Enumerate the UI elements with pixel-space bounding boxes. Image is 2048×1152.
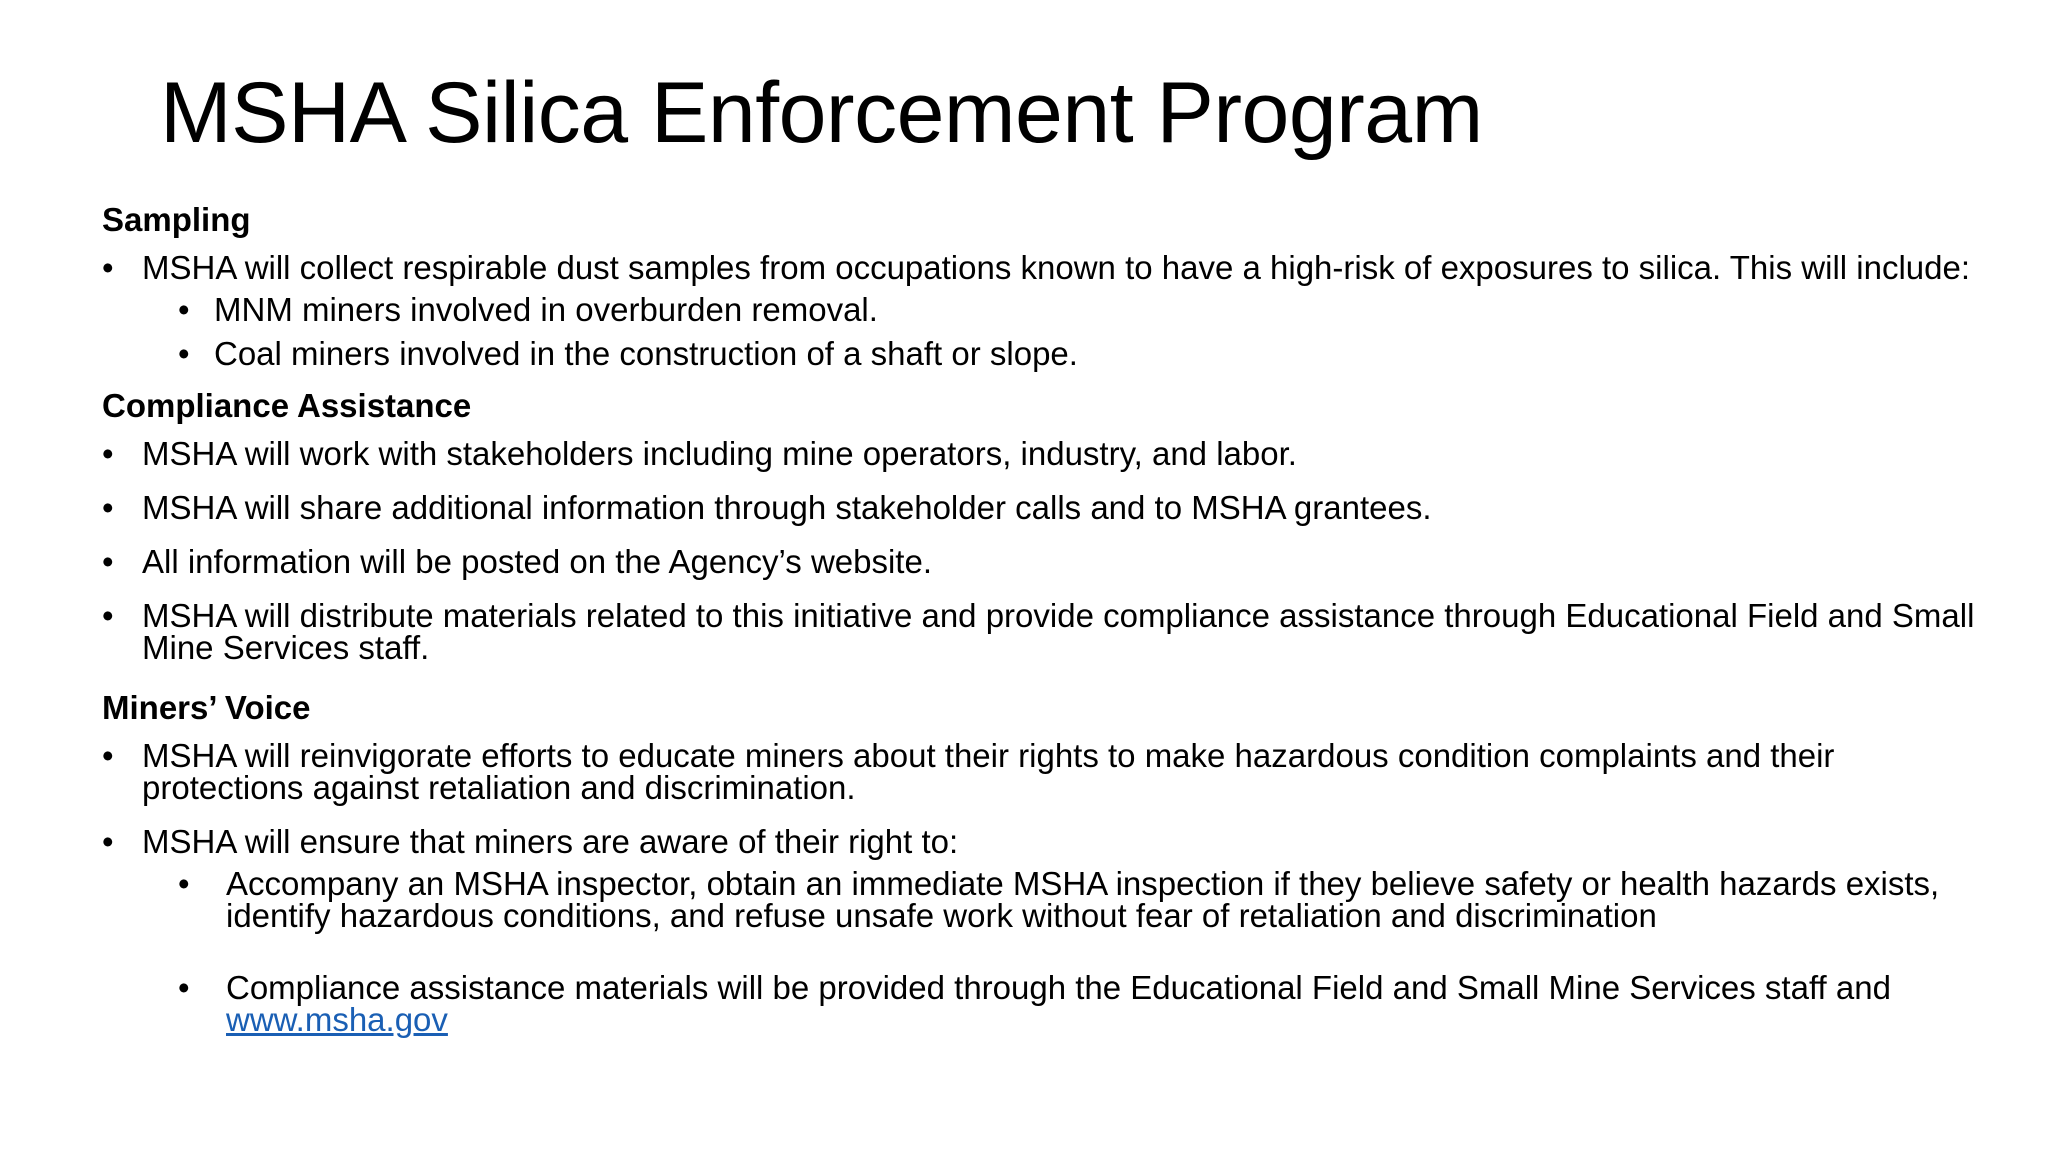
section-heading-miners-voice: Miners’ Voice <box>102 689 311 726</box>
bullet-compliance-stakeholders: • MSHA will work with stakeholders including mine operators, industry, and labor. <box>102 438 2002 470</box>
section-heading-compliance: Compliance Assistance <box>102 387 472 424</box>
bullet-compliance-share-info: • MSHA will share additional information through stakeholder calls and to MSHA grantees. <box>102 492 2002 524</box>
bullet-sampling-collect: • MSHA will collect respirable dust samples from occupations known to have a high-risk of exposures to silica. This will include: <box>102 252 2002 284</box>
sub-list-voice <box>178 865 2038 1038</box>
section-heading-sampling: Sampling <box>102 201 251 238</box>
slide-body <box>102 198 2002 1076</box>
bullet-compliance-distribute: • MSHA will distribute materials related to this initiative and provide compliance assistance through Educational Field and Small Mine Services staff. <box>102 600 2002 664</box>
msha-website-link[interactable]: www.msha.gov <box>226 1001 448 1038</box>
bullet-voice-reinvigorate: • MSHA will reinvigorate efforts to educate miners about their rights to make hazardous condition complaints and their protections against retaliation and discrimination. <box>102 740 2002 804</box>
compliance-materials-text: Compliance assistance materials will be provided through the Educational Field and Small Mine Services staff and <box>226 969 1891 1006</box>
sub-bullet-accompany-inspector: • Accompany an MSHA inspector, obtain an immediate MSHA inspection if they believe safety or health hazards exists, identify hazardous conditions, and refuse unsafe work without fear of retaliation and discrimination <box>178 868 2038 932</box>
bullet-compliance-website: • All information will be posted on the Agency’s website. <box>102 546 2002 578</box>
slide-title: MSHA Silica Enforcement Program <box>160 65 1483 161</box>
bullet-voice-rights: • MSHA will ensure that miners are aware of their right to: <box>102 826 2002 858</box>
sub-bullet-coal-miners: • Coal miners involved in the construction of a shaft or slope. <box>178 338 2002 370</box>
sub-bullet-compliance-materials <box>178 969 2038 1038</box>
sub-bullet-mnm-miners: • MNM miners involved in overburden removal. <box>178 294 2002 326</box>
sub-list-sampling <box>178 291 2002 372</box>
